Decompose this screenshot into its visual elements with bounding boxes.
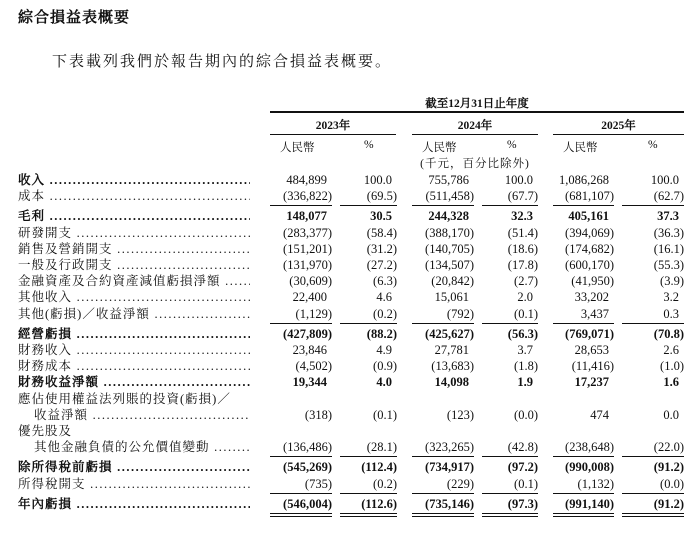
cell-2024-rmb: (229): [446, 476, 474, 491]
cell-2023-rmb: (131,970): [283, 258, 332, 272]
cell-2024-rmb: (388,170): [425, 225, 474, 240]
cell-2024-pct: (1.8): [514, 359, 538, 374]
cell-2024-rmb: (792): [446, 306, 474, 321]
period-header: 截至12月31日止年度: [425, 98, 529, 110]
row-label: 銷售及營銷開支 .....: [18, 241, 250, 258]
underline-rule: [270, 456, 332, 457]
underline-rule: [340, 516, 397, 517]
cell-2024-pct: 3.7: [517, 343, 533, 357]
cell-2023-rmb: (427,809): [283, 326, 332, 341]
table-row: [0, 358, 700, 375]
table-row: [0, 326, 700, 343]
underline-rule: [622, 205, 684, 206]
table-row: [0, 306, 700, 323]
cell-2024-rmb: (323,265): [425, 440, 474, 455]
cell-2024-pct: (67.7): [507, 189, 538, 204]
cell-2025-rmb: (41,950): [571, 274, 614, 289]
row-label: 毛利 .....: [18, 208, 250, 225]
underline-rule: [553, 323, 614, 324]
cell-2023-rmb: 19,344: [292, 375, 327, 390]
cell-2025-rmb: 474: [590, 407, 609, 422]
percent-label: %: [648, 139, 658, 151]
cell-2024-pct: (97.2): [507, 460, 538, 475]
cell-2025-pct: (0.0): [660, 476, 684, 491]
row-label: 研發開支 .....: [18, 225, 250, 242]
cell-2024-pct: 100.0: [504, 173, 533, 187]
cell-2025-pct: (1.0): [660, 359, 684, 374]
cell-2025-rmb: (990,008): [565, 460, 614, 475]
cell-2025-pct: (22.0): [653, 440, 684, 455]
underline-rule: [622, 516, 684, 517]
underline-rule: [270, 516, 332, 517]
cell-2023-rmb: 148,077: [286, 209, 327, 224]
table-row: [0, 225, 700, 242]
cell-2025-rmb: 405,161: [568, 209, 609, 224]
cell-2025-pct: 3.2: [663, 290, 679, 305]
cell-2023-rmb: (30,609): [289, 274, 332, 289]
cell-2024-pct: (97.3): [507, 496, 538, 511]
table-row: [0, 289, 700, 306]
cell-2023-rmb: (336,822): [283, 189, 332, 204]
table-row: [0, 496, 700, 513]
table-row: [0, 241, 700, 258]
cell-2024-pct: (17.8): [507, 258, 538, 272]
year-2023-header: 2023年: [315, 120, 351, 132]
row-label: 收入 .....: [18, 172, 250, 189]
cell-2024-pct: (42.8): [507, 440, 538, 455]
table-row: [0, 188, 700, 205]
cell-2025-rmb: (174,682): [565, 241, 614, 256]
underline-rule: [270, 493, 332, 494]
cell-2023-rmb: 23,846: [292, 343, 327, 357]
cell-2024-rmb: (134,507): [425, 258, 474, 272]
underline-rule: [412, 456, 474, 457]
cell-2025-pct: (62.7): [653, 189, 684, 204]
row-label: 應佔使用權益法列賬的投資(虧損)／: [18, 391, 231, 406]
underline-rule: [553, 205, 614, 206]
cell-2023-rmb: (545,269): [283, 460, 332, 475]
underline-rule: [412, 493, 474, 494]
underline-rule: [340, 513, 397, 514]
cell-2023-pct: 4.6: [376, 290, 392, 305]
cell-2023-pct: (6.3): [373, 274, 397, 289]
cell-2024-pct: (56.3): [507, 326, 538, 341]
cell-2023-rmb: (4,502): [295, 359, 332, 374]
cell-2025-pct: (70.8): [653, 326, 684, 341]
cell-2025-rmb: (769,071): [565, 326, 614, 341]
cell-2024-rmb: (13,683): [431, 359, 474, 374]
cell-2023-pct: (88.2): [366, 326, 397, 341]
header-rule: [270, 111, 684, 113]
row-label: 其他金融負債的公允價值變動 .....: [34, 439, 250, 456]
table-row: [0, 257, 700, 274]
cell-2024-rmb: 27,781: [434, 343, 469, 357]
underline-rule: [340, 323, 397, 324]
cell-2023-pct: 30.5: [370, 209, 392, 224]
year-rule: [412, 134, 538, 135]
row-label: 收益淨額 .....: [34, 407, 250, 424]
row-label: 優先股及: [18, 424, 73, 438]
underline-rule: [340, 205, 397, 206]
underline-rule: [482, 513, 538, 514]
cell-2025-rmb: (11,416): [571, 359, 614, 374]
cell-2025-pct: (3.9): [660, 274, 684, 289]
cell-2025-rmb: 1,086,268: [559, 173, 609, 187]
cell-2023-rmb: (735): [304, 476, 332, 491]
cell-2025-pct: (16.1): [653, 241, 684, 256]
cell-2023-rmb: 484,899: [286, 173, 327, 187]
cell-2025-pct: 1.6: [663, 375, 679, 390]
currency-label: 人民幣: [422, 142, 457, 154]
cell-2024-pct: (51.4): [507, 225, 538, 240]
row-label: 金融資產及合約資產減值虧損淨額 .....: [18, 273, 250, 290]
cell-2025-pct: 100.0: [650, 173, 679, 187]
table-row: [0, 459, 700, 476]
underline-rule: [412, 516, 474, 517]
underline-rule: [340, 493, 397, 494]
underline-rule: [553, 456, 614, 457]
year-2024-header: 2024年: [457, 120, 493, 132]
underline-rule: [553, 516, 614, 517]
cell-2023-pct: (69.5): [366, 189, 397, 204]
cell-2024-pct: (0.1): [514, 476, 538, 491]
cell-2025-rmb: (991,140): [565, 496, 614, 511]
cell-2023-pct: (112.6): [361, 496, 397, 511]
cell-2024-rmb: 14,098: [434, 375, 469, 390]
row-label: 經營虧損 .....: [18, 326, 250, 343]
cell-2025-rmb: 3,437: [580, 306, 609, 321]
cell-2025-rmb: (394,069): [565, 225, 614, 240]
cell-2025-pct: (55.3): [653, 258, 684, 272]
underline-rule: [622, 513, 684, 514]
cell-2023-pct: 4.0: [376, 375, 392, 390]
underline-rule: [482, 323, 538, 324]
cell-2023-pct: (0.9): [373, 359, 397, 374]
row-label: 成本 .....: [18, 188, 250, 205]
cell-2025-pct: 0.3: [663, 306, 679, 321]
cell-2025-pct: (91.2): [653, 460, 684, 475]
cell-2024-rmb: (734,917): [425, 460, 474, 475]
cell-2025-rmb: 17,237: [574, 375, 609, 390]
table-row: [0, 391, 700, 408]
row-label: 所得稅開支 .....: [18, 476, 250, 493]
cell-2025-rmb: (600,170): [565, 258, 614, 272]
cell-2024-pct: (18.6): [507, 241, 538, 256]
underline-rule: [412, 205, 474, 206]
underline-rule: [553, 513, 614, 514]
underline-rule: [482, 205, 538, 206]
underline-rule: [340, 456, 397, 457]
cell-2024-pct: 32.3: [511, 209, 533, 224]
underline-rule: [622, 456, 684, 457]
year-rule: [270, 134, 396, 135]
percent-label: %: [507, 139, 517, 151]
cell-2023-rmb: (151,201): [283, 241, 332, 256]
table-row: [0, 342, 700, 359]
table-row: [0, 439, 700, 456]
cell-2024-rmb: (123): [446, 407, 474, 422]
cell-2025-rmb: 28,653: [574, 343, 609, 357]
row-label: 其他收入 .....: [18, 289, 250, 306]
underline-rule: [270, 205, 332, 206]
cell-2024-rmb: 244,328: [428, 209, 469, 224]
cell-2024-pct: (2.7): [514, 274, 538, 289]
cell-2025-pct: 37.3: [657, 209, 679, 224]
table-row: [0, 407, 700, 424]
cell-2024-pct: (0.0): [514, 407, 538, 422]
currency-label: 人民幣: [280, 142, 315, 154]
underline-rule: [622, 493, 684, 494]
cell-2023-pct: 100.0: [363, 173, 392, 187]
row-label: 財務收益淨額 .....: [18, 374, 250, 391]
cell-2025-pct: (36.3): [653, 225, 684, 240]
cell-2023-pct: (0.2): [373, 306, 397, 321]
underline-rule: [482, 493, 538, 494]
underline-rule: [270, 323, 332, 324]
table-row: [0, 423, 700, 440]
cell-2025-pct: 2.6: [663, 343, 679, 357]
table-row: [0, 273, 700, 290]
cell-2024-rmb: 15,061: [434, 290, 469, 305]
cell-2023-rmb: 22,400: [292, 290, 327, 305]
cell-2024-rmb: 755,786: [428, 173, 469, 187]
cell-2025-rmb: 33,202: [574, 290, 609, 305]
year-2025-header: 2025年: [601, 120, 636, 132]
cell-2024-rmb: (20,842): [431, 274, 474, 289]
cell-2025-pct: 0.0: [663, 407, 679, 422]
unit-note: (千元，百分比除外): [420, 158, 530, 170]
cell-2023-pct: (27.2): [366, 258, 397, 272]
underline-rule: [412, 513, 474, 514]
cell-2023-pct: 4.9: [376, 343, 392, 357]
cell-2023-rmb: (546,004): [283, 496, 332, 511]
cell-2023-rmb: (1,129): [295, 306, 332, 321]
cell-2023-pct: (28.1): [366, 440, 397, 455]
underline-rule: [553, 493, 614, 494]
cell-2023-pct: (58.4): [366, 225, 397, 240]
cell-2023-pct: (0.1): [373, 407, 397, 422]
row-label: 財務成本 .....: [18, 358, 250, 375]
cell-2023-pct: (0.2): [373, 476, 397, 491]
table-row: [0, 476, 700, 493]
year-rule: [553, 134, 684, 135]
underline-rule: [622, 323, 684, 324]
cell-2023-pct: (112.4): [361, 460, 397, 475]
currency-label: 人民幣: [563, 142, 598, 154]
cell-2024-rmb: (511,458): [425, 189, 474, 204]
cell-2023-rmb: (318): [304, 407, 332, 422]
cell-2025-rmb: (1,132): [577, 476, 614, 491]
percent-label: %: [364, 139, 374, 151]
cell-2024-rmb: (735,146): [425, 496, 474, 511]
cell-2023-rmb: (136,486): [283, 440, 332, 455]
cell-2025-pct: (91.2): [653, 496, 684, 511]
cell-2023-rmb: (283,377): [283, 225, 332, 240]
cell-2024-pct: 2.0: [517, 290, 533, 305]
row-label: 除所得稅前虧損 .....: [18, 459, 250, 476]
row-label: 財務收入 .....: [18, 342, 250, 359]
row-label: 一般及行政開支 .....: [18, 257, 250, 274]
cell-2025-rmb: (238,648): [565, 440, 614, 455]
intro-text: 下表載列我們於報告期內的綜合損益表概要。: [52, 54, 393, 70]
cell-2023-pct: (31.2): [366, 241, 397, 256]
cell-2025-rmb: (681,107): [565, 189, 614, 204]
underline-rule: [482, 456, 538, 457]
underline-rule: [412, 323, 474, 324]
section-title: 綜合損益表概要: [18, 10, 131, 26]
cell-2024-pct: 1.9: [517, 375, 533, 390]
row-label: 其他(虧損)／收益淨額 .....: [18, 306, 250, 323]
underline-rule: [482, 516, 538, 517]
table-row: [0, 374, 700, 391]
cell-2024-pct: (0.1): [514, 306, 538, 321]
cell-2024-rmb: (140,705): [425, 241, 474, 256]
underline-rule: [270, 513, 332, 514]
table-row: [0, 172, 700, 189]
row-label: 年內虧損 .....: [18, 496, 250, 513]
table-row: [0, 208, 700, 225]
cell-2024-rmb: (425,627): [425, 326, 474, 341]
